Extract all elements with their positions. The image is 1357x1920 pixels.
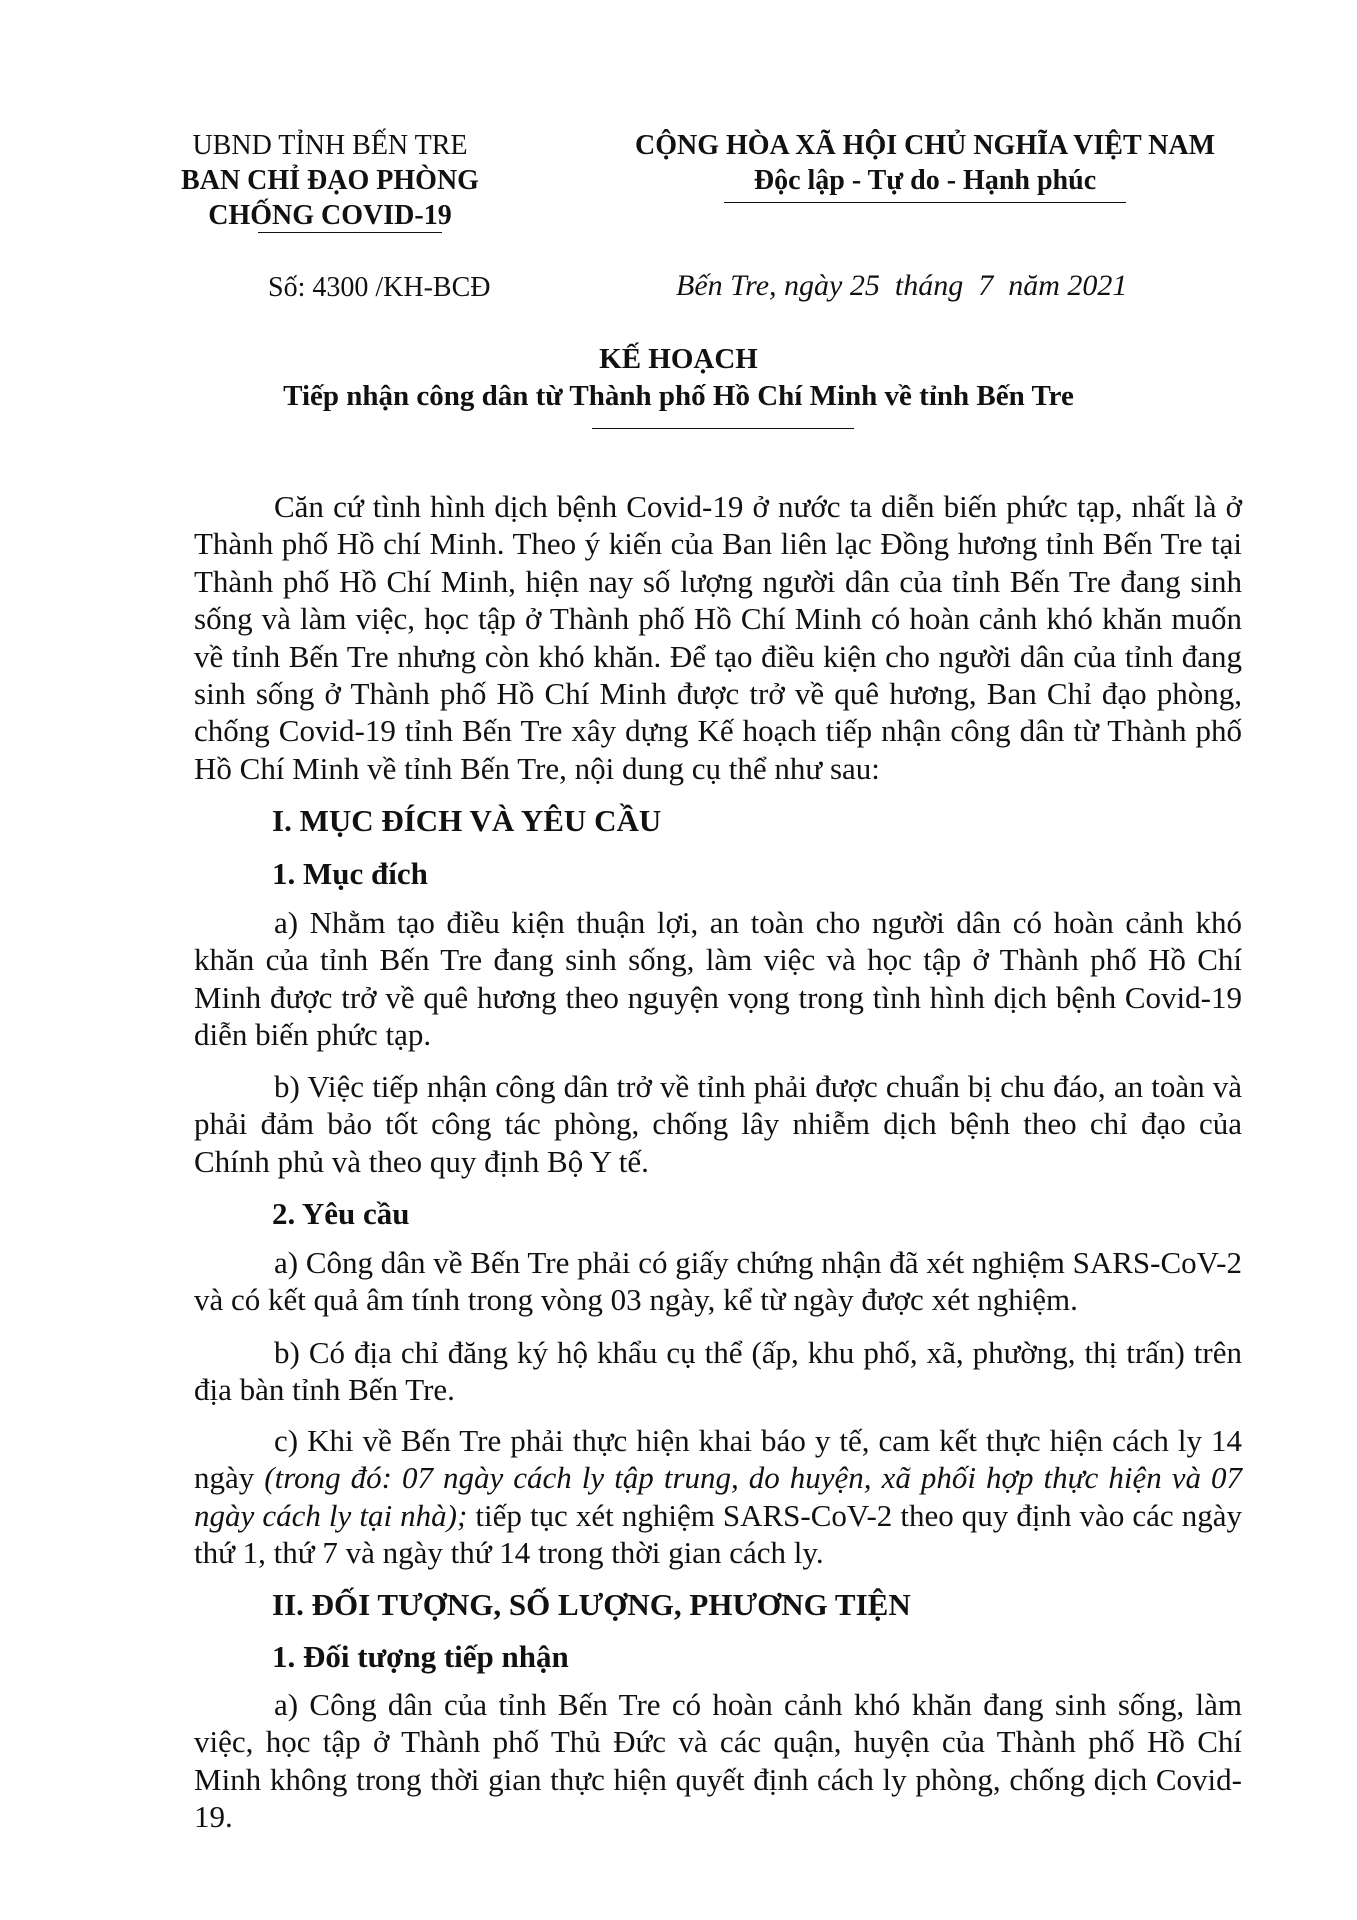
intro-text: Căn cứ tình hình dịch bệnh Covid-19 ở nước ta diễn biến phức tạp, nhất là ở Thành phố Hồ chí Minh. Theo ý kiến của Ban liên lạc Đồng hương tỉnh Bến Tre tại Thành phố Hồ Chí Minh, hiện nay số lượng người dân của tỉnh Bến Tre đang sinh sống và làm việc, học tập ở Thành phố Hồ Chí Minh có hoàn cảnh khó khăn muốn về tỉnh Bến Tre nhưng còn khó khăn. Để tạo điều kiện cho người dân của tỉnh đang sinh sống ở Thành phố Hồ Chí Minh được trở về quê hương, Ban Chỉ đạo phòng, chống Covid-19 tỉnh Bến Tre xây dựng Kế hoạch tiếp nhận công dân từ Thành phố Hồ Chí Minh về tỉnh Bến Tre, nội dung cụ thể như sau: [194,489,1242,786]
requirement-c-text [194,1422,1242,1572]
requirement-b-text: b) Có địa chỉ đăng ký hộ khẩu cụ thể (ấp, khu phố, xã, phường, thị trấn) trên địa bàn tỉnh Bến Tre. [194,1335,1242,1408]
section-2-heading: II. ĐỐI TƯỢNG, SỐ LƯỢNG, PHƯƠNG TIỆN [272,1587,911,1622]
section-1-heading: I. MỤC ĐÍCH VÀ YÊU CẦU [272,803,662,838]
requirement-c-italic: (trong đó: 07 ngày cách ly tập trung, do huyện, xã phối hợp thực hiện và 07 ngày cách ly tại nhà); [194,1460,1242,1533]
requirement-b-paragraph [194,1334,1242,1409]
issuer-line-1: UBND TỈNH BẾN TRE [192,130,468,161]
document-number: Số: 4300 /KH-BCĐ [268,272,491,303]
purpose-b-paragraph [194,1068,1242,1180]
document-title: KẾ HOẠCH [599,343,758,375]
country-name: CỘNG HÒA XÃ HỘI CHỦ NGHĨA VIỆT NAM [634,130,1216,161]
issuer-block [170,128,490,233]
purpose-a-text: a) Nhằm tạo điều kiện thuận lợi, an toàn cho người dân có hoàn cảnh khó khăn của tỉnh Bến Tre đang sinh sống, làm việc và học tập ở Thành phố Hồ Chí Minh được trở về quê hương theo nguyện vọng trong tình hình dịch bệnh Covid-19 diễn biến phức tạp. [194,905,1242,1053]
document-subtitle: Tiếp nhận công dân từ Thành phố Hồ Chí Minh về tỉnh Bến Tre [283,380,1074,412]
intro-paragraph [194,488,1242,787]
requirement-c-paragraph [194,1422,1242,1572]
issuer-underline [258,232,442,233]
title-underline [592,428,854,429]
section-1-sub-2: 2. Yêu cầu [272,1196,410,1231]
requirement-c-end: tiếp tục xét nghiệm SARS-CoV-2 theo quy định vào các ngày thứ 1, thứ 7 và ngày thứ 14 trong thời gian cách ly. [194,1497,1242,1571]
national-motto-block [585,128,1265,198]
issuer-line-3: CHỐNG COVID-19 [208,200,452,231]
section-2-sub-1: 1. Đối tượng tiếp nhận [272,1639,569,1674]
purpose-a-paragraph [194,904,1242,1054]
target-a-paragraph [194,1686,1242,1836]
motto: Độc lập - Tự do - Hạnh phúc [753,165,1097,196]
place-date: Bến Tre, ngày 25 tháng 7 năm 2021 [676,269,1128,302]
requirement-a-text: a) Công dân về Bến Tre phải có giấy chứng nhận đã xét nghiệm SARS-CoV-2 và có kết quả âm tính trong vòng 03 ngày, kể từ ngày được xét nghiệm. [194,1245,1242,1318]
issuer-line-2: BAN CHỈ ĐẠO PHÒNG [181,165,479,196]
requirement-c-start: c) Khi về Bến Tre phải thực hiện khai báo y tế, cam kết thực hiện cách ly 14 ngày [194,1423,1242,1496]
target-a-text: a) Công dân của tỉnh Bến Tre có hoàn cảnh khó khăn đang sinh sống, làm việc, học tập ở Thành phố Thủ Đức và các quận, huyện của Thành phố Hồ Chí Minh không trong thời gian thực hiện quyết định cách ly phòng, chống dịch Covid-19. [194,1687,1242,1835]
motto-underline [724,202,1126,203]
requirement-a-paragraph [194,1244,1242,1319]
section-1-sub-1: 1. Mục đích [272,856,428,891]
purpose-b-text: b) Việc tiếp nhận công dân trở về tỉnh phải được chuẩn bị chu đáo, an toàn và phải đảm bảo tốt công tác phòng, chống lây nhiễm dịch bệnh theo chỉ đạo của Chính phủ và theo quy định Bộ Y tế. [194,1069,1242,1179]
